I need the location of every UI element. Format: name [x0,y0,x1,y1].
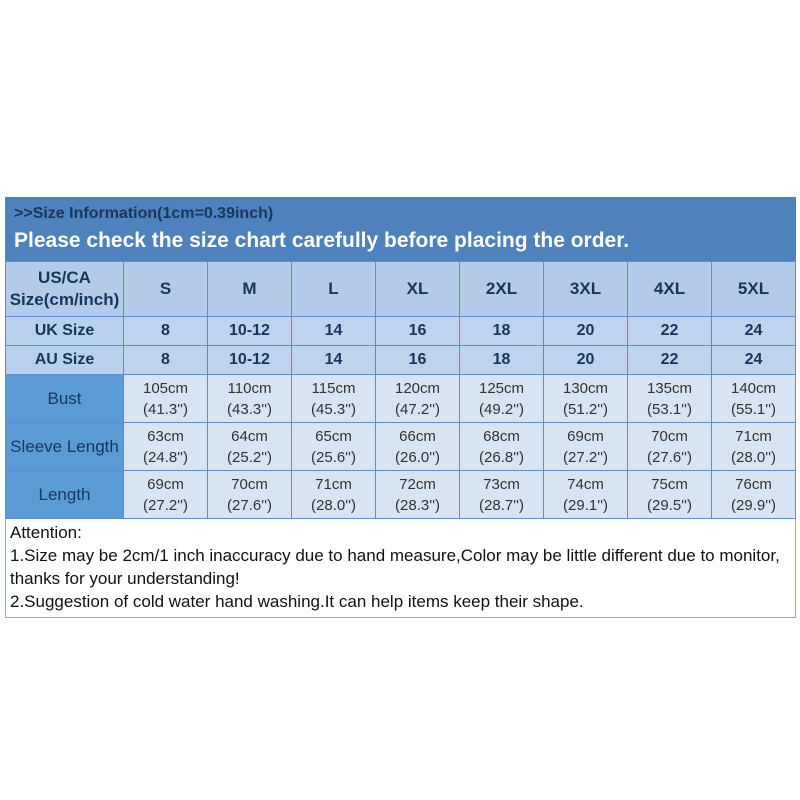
sleeve-value [208,423,292,471]
inch-value: (26.0'') [395,448,440,466]
length-value [208,471,292,519]
attention-line-2: thanks for your understanding! [10,569,240,588]
inch-value: (49.2'') [479,400,524,418]
cm-value: 71cm [735,427,772,445]
row-label-bust: Bust [6,375,124,423]
corner-header-line2: Size(cm/inch) [9,290,120,309]
table-row-sleeve-length [6,423,796,471]
au-size-value: 14 [292,346,376,375]
corner-header-cell [6,262,124,317]
inch-value: (27.6'') [647,448,692,466]
cm-value: 64cm [231,427,268,445]
sleeve-value [460,423,544,471]
au-size-value: 22 [628,346,712,375]
sleeve-value [124,423,208,471]
length-value [628,471,712,519]
bust-value [376,375,460,423]
cm-value: 120cm [394,379,441,397]
uk-size-value: 8 [124,317,208,346]
cm-value: 135cm [646,379,693,397]
inch-value: (27.2'') [143,496,188,514]
uk-size-value: 14 [292,317,376,346]
size-check-notice: Please check the size chart carefully before placing the order. [14,229,630,252]
cm-value: 72cm [399,475,436,493]
uk-size-value: 18 [460,317,544,346]
cm-value: 110cm [227,379,272,397]
inch-value: (53.1'') [647,400,692,418]
inch-value: (29.5'') [647,496,692,514]
cm-value: 69cm [567,427,604,445]
cm-value: 65cm [315,427,352,445]
uk-size-value: 24 [712,317,796,346]
attention-title: Attention: [10,523,82,542]
column-header-3xl: 3XL [544,262,628,317]
inch-value: (45.3'') [311,400,356,418]
au-size-value: 20 [544,346,628,375]
column-header-l: L [292,262,376,317]
sleeve-value [292,423,376,471]
row-label-sleeve-length: Sleeve Length [6,423,124,471]
column-header-m: M [208,262,292,317]
table-header-row [6,262,796,317]
table-row-length [6,471,796,519]
inch-value: (51.2'') [563,400,608,418]
cm-value: 73cm [483,475,520,493]
bust-value [460,375,544,423]
row-label-au-size: AU Size [6,346,124,375]
inch-value: (27.6'') [227,496,272,514]
inch-value: (24.8'') [143,448,188,466]
inch-value: (27.2'') [563,448,608,466]
length-value [124,471,208,519]
length-value [376,471,460,519]
inch-value: (28.0'') [731,448,776,466]
bust-value [124,375,208,423]
au-size-value: 16 [376,346,460,375]
bust-value [544,375,628,423]
row-label-length: Length [6,471,124,519]
cm-value: 130cm [562,379,609,397]
size-info-title: >>Size Information(1cm=0.39inch) [14,205,274,222]
column-header-s: S [124,262,208,317]
table-row-au-size [6,346,796,375]
inch-value: (47.2'') [395,400,440,418]
uk-size-value: 10-12 [208,317,292,346]
inch-value: (26.8'') [479,448,524,466]
table-row-uk-size [6,317,796,346]
sleeve-value [376,423,460,471]
cm-value: 75cm [651,475,688,493]
header-band [5,197,796,261]
sleeve-value [712,423,796,471]
cm-value: 76cm [735,475,772,493]
cm-value: 140cm [730,379,777,397]
inch-value: (25.6'') [311,448,356,466]
bust-value [628,375,712,423]
cm-value: 70cm [231,475,268,493]
attention-line-3: 2.Suggestion of cold water hand washing.It can help items keep their shape. [10,592,584,611]
length-value [712,471,796,519]
uk-size-value: 20 [544,317,628,346]
inch-value: (41.3'') [143,400,188,418]
length-value [544,471,628,519]
inch-value: (28.3'') [395,496,440,514]
bust-value [292,375,376,423]
bust-value [208,375,292,423]
au-size-value: 18 [460,346,544,375]
size-chart-panel [5,197,796,618]
column-header-5xl: 5XL [712,262,796,317]
cm-value: 115cm [311,379,356,397]
length-value [460,471,544,519]
attention-line-1: 1.Size may be 2cm/1 inch inaccuracy due to hand measure,Color may be little different due to monitor, [10,546,780,565]
inch-value: (29.1'') [563,496,608,514]
cm-value: 63cm [147,427,184,445]
cm-value: 66cm [399,427,436,445]
column-header-2xl: 2XL [460,262,544,317]
column-header-xl: XL [376,262,460,317]
cm-value: 68cm [483,427,520,445]
inch-value: (29.9'') [731,496,776,514]
inch-value: (43.3'') [227,400,272,418]
size-table [5,261,796,519]
inch-value: (55.1'') [731,400,776,418]
cm-value: 71cm [315,475,352,493]
au-size-value: 10-12 [208,346,292,375]
cm-value: 105cm [142,379,189,397]
cm-value: 69cm [147,475,184,493]
length-value [292,471,376,519]
column-header-4xl: 4XL [628,262,712,317]
inch-value: (28.7'') [479,496,524,514]
cm-value: 74cm [567,475,604,493]
au-size-value: 8 [124,346,208,375]
cm-value: 70cm [651,427,688,445]
corner-header-line1: US/CA [38,268,91,287]
inch-value: (25.2'') [227,448,272,466]
cm-value: 125cm [478,379,525,397]
row-label-uk-size: UK Size [6,317,124,346]
au-size-value: 24 [712,346,796,375]
sleeve-value [544,423,628,471]
uk-size-value: 22 [628,317,712,346]
sleeve-value [628,423,712,471]
inch-value: (28.0'') [311,496,356,514]
uk-size-value: 16 [376,317,460,346]
table-row-bust [6,375,796,423]
bust-value [712,375,796,423]
attention-note [5,519,796,618]
